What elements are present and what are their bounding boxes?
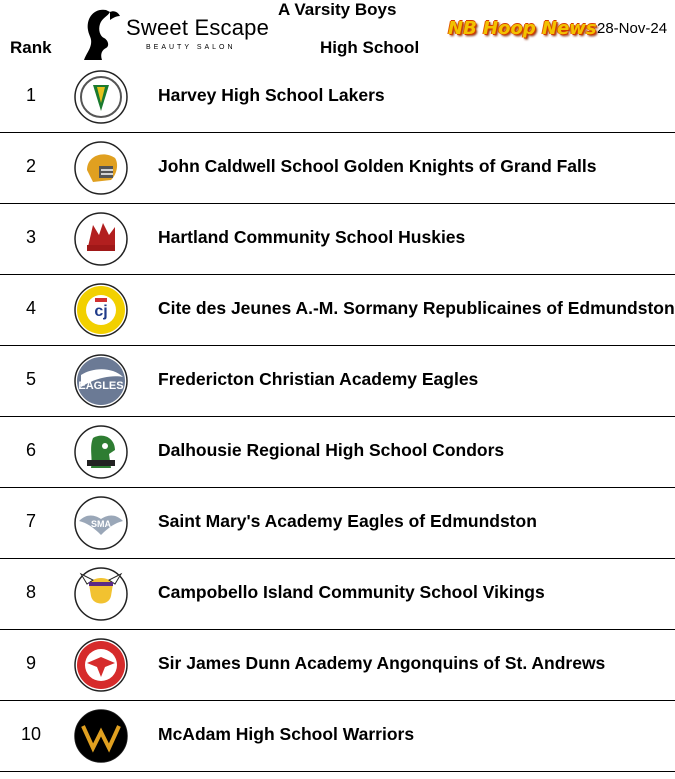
rank-number: 9 [25, 653, 36, 673]
husky-head-icon [73, 211, 129, 267]
sjda-crest-icon [73, 637, 129, 693]
ranking-row [0, 275, 675, 346]
svg-text:EAGLES: EAGLES [78, 380, 124, 392]
viking-head-icon [73, 566, 129, 622]
brand-logo: NB Hoop News [448, 18, 597, 39]
rank-column-header: Rank [10, 38, 52, 57]
harvey-lakers-crest-icon [73, 69, 129, 125]
rank-number: 6 [25, 440, 36, 460]
date-label: 28-Nov-24 [597, 20, 668, 37]
team-name: McAdam High School Warriors [158, 724, 415, 744]
sponsor-subtitle: BEAUTY SALON [146, 44, 236, 51]
rank-number: 8 [25, 582, 36, 602]
condor-head-icon [73, 424, 129, 480]
page-title-line1: A Varsity Boys [278, 0, 397, 19]
rank-number: 2 [25, 156, 36, 176]
ranking-row [0, 630, 675, 701]
warriors-w-icon [73, 708, 129, 764]
rank-number: 7 [25, 511, 36, 531]
team-name: Harvey High School Lakers [158, 85, 385, 105]
team-name: John Caldwell School Golden Knights of Grand Falls [158, 156, 597, 176]
header [0, 0, 675, 62]
ranking-row [0, 346, 675, 417]
ranking-row [0, 559, 675, 630]
rank-number: 5 [25, 369, 36, 389]
page-title-line2: High School [320, 38, 420, 57]
rank-number: 3 [25, 227, 36, 247]
team-name: Saint Mary's Academy Eagles of Edmundston [158, 511, 537, 531]
fca-eagles-icon [73, 353, 129, 409]
svg-text:SMA: SMA [91, 519, 111, 529]
golden-knight-helmet-icon [73, 140, 129, 196]
ranking-row [0, 701, 675, 772]
team-name: Hartland Community School Huskies [158, 227, 466, 247]
team-name: Fredericton Christian Academy Eagles [158, 369, 479, 389]
rankings-list [0, 62, 675, 772]
rank-number: 10 [20, 724, 42, 744]
woman-silhouette-icon [80, 6, 124, 62]
svg-text:cj: cj [94, 303, 108, 320]
rank-number: 4 [25, 298, 36, 318]
team-name: Dalhousie Regional High School Condors [158, 440, 505, 460]
ranking-row [0, 204, 675, 275]
team-name: Campobello Island Community School Vikings [158, 582, 545, 602]
team-name: Sir James Dunn Academy Angonquins of St. Andrews [158, 653, 606, 673]
sponsor-logo [80, 6, 270, 61]
rank-number: 1 [25, 85, 36, 105]
sma-eagle-wings-icon [73, 495, 129, 551]
ranking-row [0, 133, 675, 204]
ranking-row [0, 62, 675, 133]
cite-des-jeunes-roundel-icon [73, 282, 129, 338]
ranking-row [0, 488, 675, 559]
team-name: Cite des Jeunes A.-M. Sormany Republicaines of Edmundston [158, 298, 675, 318]
sponsor-name: Sweet Escape [126, 15, 270, 40]
ranking-row [0, 417, 675, 488]
